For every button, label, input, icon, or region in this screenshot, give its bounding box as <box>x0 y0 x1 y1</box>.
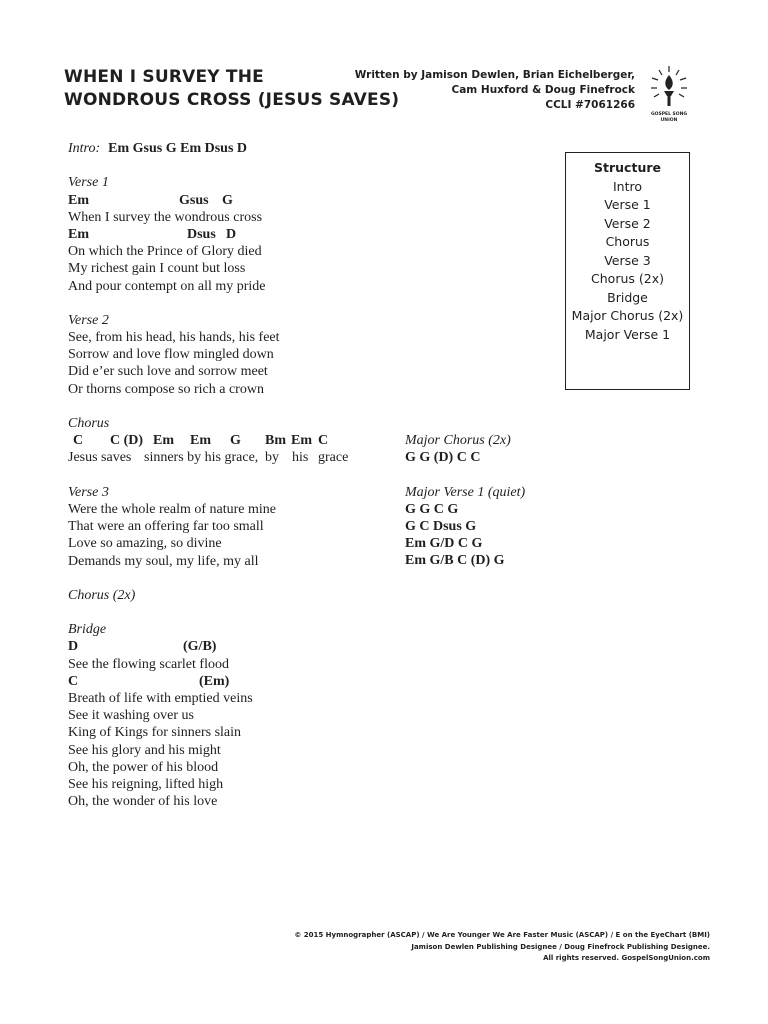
lyric-fragment: by <box>265 450 279 466</box>
lyric-line: Oh, the wonder of his love <box>68 794 218 810</box>
lyric-line: Demands my soul, my life, my all <box>68 553 259 569</box>
intro-chords: Em Gsus G Em Dsus D <box>108 141 248 156</box>
lyric-line: King of Kings for sinners slain <box>68 725 242 741</box>
chorus-lyric-line <box>68 449 388 466</box>
chord: (Em) <box>199 673 230 689</box>
lyric-line: And pour contempt on all my pride <box>68 278 266 294</box>
verse1-chord-line-1 <box>68 192 388 209</box>
chord: Em <box>68 226 89 242</box>
bridge-label: Bridge <box>68 622 107 638</box>
verse1-chord-line-2 <box>68 226 388 243</box>
lyric-fragment: grace <box>318 450 349 466</box>
chord: C <box>318 433 329 449</box>
lyric-line: See his glory and his might <box>68 742 221 758</box>
intro-line <box>68 140 388 157</box>
lyric-line: Breath of life with emptied veins <box>68 691 253 706</box>
lyric-line: See the flowing scarlet flood <box>68 656 229 672</box>
major-verse1-chords: Em G/B C (D) G <box>405 553 505 569</box>
lyric-line: See, from his head, his hands, his feet <box>68 330 280 346</box>
major-verse1-chords: G G C G <box>405 501 459 517</box>
structure-item: Verse 1 <box>604 197 651 212</box>
chord: D <box>68 639 79 655</box>
song-title <box>64 66 399 112</box>
credits-line-1: Written by Jamison Dewlen, Brian Eichelberger, <box>354 69 635 81</box>
structure-item: Major Chorus (2x) <box>571 308 684 323</box>
song-title-line-1: WHEN I SURVEY THE <box>64 67 264 87</box>
lyric-line: When I survey the wondrous cross <box>68 209 263 225</box>
lyric-line: That were an offering far too small <box>68 519 264 535</box>
lyric-line: See his reigning, lifted high <box>68 776 224 792</box>
structure-item: Major Verse 1 <box>584 326 671 342</box>
lyric-line: See it washing over us <box>68 708 194 724</box>
gospel-song-union-logo <box>648 64 690 126</box>
chord: C <box>73 433 84 449</box>
chord: C <box>68 673 79 689</box>
major-sections <box>405 432 525 570</box>
lyric-line: Love so amazing, so divine <box>68 536 222 552</box>
structure-item: Intro <box>612 178 643 194</box>
major-verse1-label: Major Verse 1 (quiet) <box>405 484 526 500</box>
chord: (G/B) <box>183 639 217 655</box>
chord: Em <box>68 192 89 208</box>
intro-label: Intro: <box>68 141 101 156</box>
song-title-line-2: WONDROUS CROSS (JESUS SAVES) <box>64 90 400 110</box>
chord: G <box>230 433 241 449</box>
structure-item: Chorus <box>605 234 650 249</box>
lyric-line: Or thorns compose so rich a crown <box>68 381 264 397</box>
chord: G <box>222 192 233 208</box>
chorus-label: Chorus <box>68 416 110 431</box>
chord: Bm <box>265 433 286 449</box>
major-chorus-label: Major Chorus (2x) <box>405 433 511 448</box>
copyright-line-3: All rights reserved. GospelSongUnion.com <box>543 954 710 962</box>
structure-item: Bridge <box>607 289 648 305</box>
lyric-fragment: his <box>292 450 309 466</box>
major-chorus-chords: G G (D) C C <box>405 450 481 466</box>
ccli-number: CCLI #7061266 <box>545 99 635 111</box>
structure-item: Verse 3 <box>604 252 651 268</box>
lyric-fragment: Jesus saves <box>68 450 132 466</box>
verse1-label: Verse 1 <box>68 175 109 191</box>
structure-box <box>565 152 690 390</box>
chord: Dsus <box>187 226 216 242</box>
credits <box>355 68 635 113</box>
structure-item: Verse 2 <box>604 215 651 231</box>
chord: D <box>226 226 237 242</box>
chord-sheet <box>68 140 388 810</box>
copyright-line-2: Jamison Dewlen Publishing Designee / Doug Finefrock Publishing Designee. <box>411 942 710 951</box>
major-verse1-chords: Em G/D C G <box>405 536 483 552</box>
structure-heading: Structure <box>594 160 661 175</box>
verse2-label: Verse 2 <box>68 312 109 328</box>
lyric-line: Were the whole realm of nature mine <box>68 501 277 517</box>
chord: C (D) <box>110 433 144 449</box>
major-verse1-chords: G C Dsus G <box>405 518 477 534</box>
lyric-line: On which the Prince of Glory died <box>68 244 262 260</box>
lyric-line: Sorrow and love flow mingled down <box>68 347 274 363</box>
lyric-line: My richest gain I count but loss <box>68 261 246 277</box>
chord: Em <box>291 433 312 449</box>
torch-icon <box>648 64 690 126</box>
structure-item: Chorus (2x) <box>591 271 664 286</box>
lyric-line: Did e’er such love and sorrow meet <box>68 364 268 380</box>
credits-line-2: Cam Huxford & Doug Finefrock <box>451 84 635 96</box>
verse3-label: Verse 3 <box>68 484 109 500</box>
lyric-line: Oh, the power of his blood <box>68 759 219 775</box>
bridge-chord-line-1 <box>68 638 388 655</box>
chorus-repeat-label: Chorus (2x) <box>68 587 136 603</box>
copyright-line-1: © 2015 Hymnographer (ASCAP) / We Are Younger We Are Faster Music (ASCAP) / E on the EyeChart (BMI) <box>294 931 710 939</box>
logo-text-line-1: GOSPEL SONG <box>650 112 688 117</box>
copyright-footer <box>294 930 710 965</box>
chorus-chord-line <box>68 432 388 449</box>
chord: Em <box>190 433 211 449</box>
logo-text-line-2: UNION <box>660 118 678 123</box>
chord: Em <box>153 433 174 449</box>
bridge-chord-line-2 <box>68 673 388 690</box>
chord: Gsus <box>179 192 209 208</box>
lyric-fragment: sinners by his grace, <box>144 450 259 466</box>
